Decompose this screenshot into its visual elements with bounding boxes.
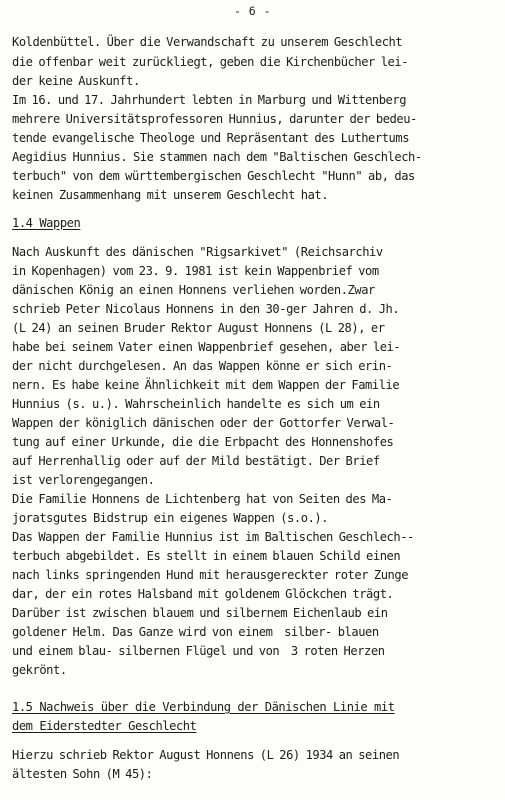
section-heading-1-5-line: 1.5 Nachweis über die Verbindung der Dänischen Linie mit: [12, 700, 395, 714]
page-number: - 6 -: [233, 4, 272, 18]
paragraph-2-line: Die Familie Honnens de Lichtenberg hat von Seiten des Ma-: [12, 492, 393, 506]
paragraph-3-line: ältesten Sohn (M 45):: [12, 767, 153, 781]
section-heading-1-5: [12, 700, 395, 714]
paragraph-1-line: Koldenbüttel. Über die Verwandschaft zu unserem Geschlecht: [12, 35, 403, 49]
paragraph-1-line: tende evangelische Theologe und Repräsentant des Luthertums: [12, 131, 410, 145]
paragraph-1-line: Aegidius Hunnius. Sie stammen nach dem "Baltischen Geschlech-: [12, 150, 422, 164]
paragraph-2-line: habe bei seinem Vater einen Wappenbrief gesehen, aber lei-: [12, 340, 401, 354]
section-heading-1-4-text: 1.4 Wappen: [12, 216, 81, 230]
paragraph-2-line: und einem blau- silbernen Flügel und von 3 roten Herzen: [12, 644, 385, 658]
paragraph-2-line: in Kopenhagen) vom 23. 9. 1981 ist kein Wappenbrief vom: [12, 264, 379, 278]
paragraph-1-line: der keine Auskunft.: [12, 74, 140, 88]
paragraph-1-line: mehrere Universitätsprofessoren Hunnius, darunter der bedeu-: [12, 112, 417, 126]
paragraph-2-line: Nach Auskunft des dänischen "Rigsarkivet" (Reichsarchiv: [12, 245, 383, 259]
paragraph-2-line: tung auf einer Urkunde, die die Erbpacht des Honnenshofes: [12, 435, 394, 449]
paragraph-2-line: goldener Helm. Das Ganze wird von einem silber- blauen: [12, 625, 379, 639]
paragraph-2-line: (L 24) an seinen Bruder Rektor August Honnens (L 28), er: [12, 321, 385, 335]
paragraph-2-line: der nicht durchgelesen. An das Wappen könne er sich erin-: [12, 359, 393, 373]
section-heading-1-4: [12, 216, 80, 230]
paragraph-2-line: Hunnius (s. u.). Wahrscheinlich handelte es sich um ein: [12, 397, 380, 411]
paragraph-2-line: Das Wappen der Familie Hunnius ist im Baltischen Geschlech--: [12, 530, 414, 544]
paragraph-2-line: ist verlorengegangen.: [12, 473, 155, 487]
paragraph-1-line: Im 16. und 17. Jahrhundert lebten in Marburg und Wittenberg: [12, 93, 407, 107]
paragraph-2-line: Darüber ist zwischen blauem und silbernem Eichenlaub ein: [12, 606, 388, 620]
paragraph-1-line: die offenbar weit zurückliegt, geben die Kirchenbücher lei-: [12, 55, 409, 69]
paragraph-2-line: joratsgutes Bidstrup ein eigenes Wappen (s.o.).: [12, 511, 329, 525]
paragraph-2-line: gekrönt.: [12, 663, 67, 677]
section-heading-1-5-line: dem Eiderstedter Geschlecht: [12, 719, 197, 733]
paragraph-2-line: schrieb Peter Nicolaus Honnens in den 30-ger Jahren d. Jh.: [12, 302, 400, 316]
paragraph-2-line: nach links springenden Hund mit herausgereckter roter Zunge: [12, 568, 409, 582]
paragraph-2-line: terbuch abgebildet. Es stellt in einem blauen Schild einen: [12, 549, 401, 563]
paragraph-2-line: dar, der ein rotes Halsband mit goldenem Glöckchen trägt.: [12, 587, 394, 601]
paragraph-2-line: Wappen der königlich dänischen oder der Gottorfer Verwal-: [12, 416, 395, 430]
paragraph-3-line: Hierzu schrieb Rektor August Honnens (L 26) 1934 an seinen: [12, 748, 400, 762]
paragraph-2-line: nern. Es habe keine Ähnlichkeit mit dem Wappen der Familie: [12, 378, 400, 392]
paragraph-1-line: keinen Zusammenhang mit unserem Geschlecht hat.: [12, 188, 329, 202]
section-heading-1-5: [12, 719, 196, 733]
paragraph-2-line: dänischen König an einen Honnens verliehen worden.Zwar: [12, 283, 375, 297]
paragraph-1-line: terbuch" von dem württembergischen Geschlecht "Hunn" ab, das: [12, 169, 415, 183]
paragraph-2-line: auf Herrenhallig oder auf der Mild bestätigt. Der Brief: [12, 454, 380, 468]
